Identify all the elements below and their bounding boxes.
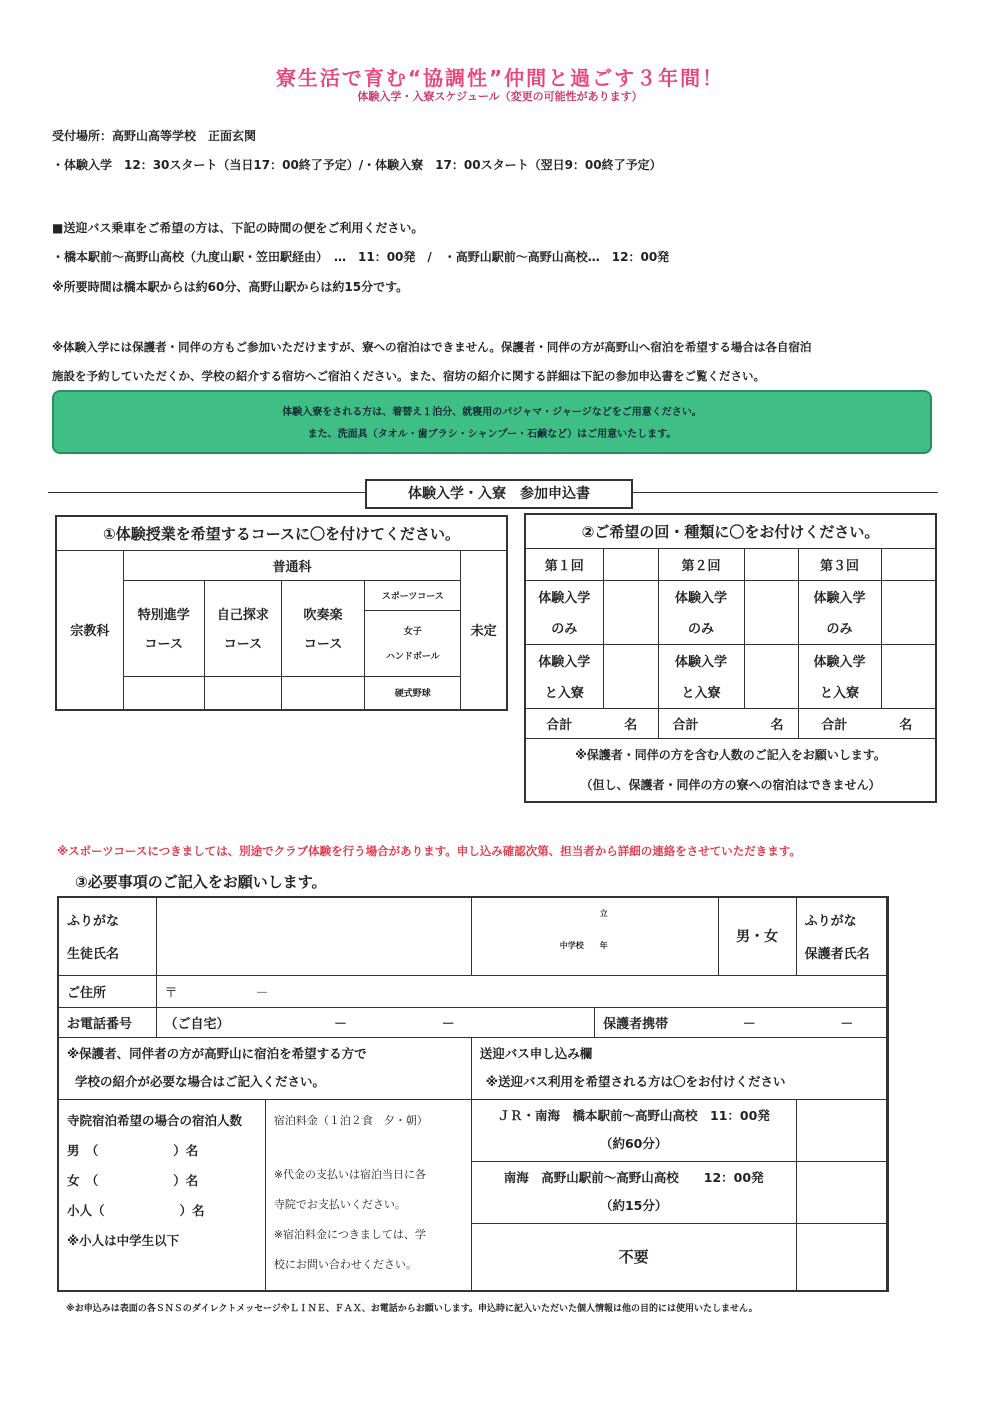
gender-select[interactable]: 男・女 bbox=[718, 897, 796, 975]
home-phone-field[interactable]: （ご自宅） － － bbox=[156, 1007, 595, 1037]
check-session-1[interactable] bbox=[603, 548, 658, 580]
general-label: 普通科 bbox=[123, 550, 461, 580]
bus-not-needed: 不要 bbox=[471, 1223, 796, 1291]
bus-label-cell: 送迎バス申し込み欄 ※送迎バス利用を希望される方は〇をお付けください bbox=[471, 1037, 886, 1099]
guardian-name-label: ふりがな 保護者氏名 bbox=[796, 897, 886, 975]
religion-label: 宗教科 bbox=[56, 550, 123, 710]
check-visit-2[interactable] bbox=[744, 580, 798, 644]
notice-line-2: また、洗面具（タオル・歯ブラシ・シャンプー・石鹸など）はご用意いたします。 bbox=[307, 429, 677, 440]
check-session-3[interactable] bbox=[881, 548, 936, 580]
sports-course: スポーツコース bbox=[365, 580, 461, 610]
option-visit-dorm: 体験入学 と入寮 bbox=[525, 644, 603, 708]
section3-heading: ③必要事項のご記入をお願いします。 bbox=[75, 873, 327, 891]
option-visit-dorm: 体験入学 と入寮 bbox=[798, 644, 881, 708]
option-visit-dorm: 体験入学 と入寮 bbox=[658, 644, 744, 708]
check-dorm-2[interactable] bbox=[744, 644, 798, 708]
check-dorm-1[interactable] bbox=[603, 644, 658, 708]
bus-option-hashimoto: ＪＲ・南海 橋本駅前～高野山高校 11：00発 （約60分） bbox=[471, 1099, 796, 1161]
mobile-phone-field[interactable]: 保護者携帯 － － bbox=[595, 1007, 886, 1037]
section2-heading: ②ご希望の回・種類に〇をお付けください。 bbox=[525, 514, 936, 548]
schedule-info: ・体験入学 12：30スタート（当日17：00終了予定）/・体験入寮 17：00スタート（翌日9：00終了予定） bbox=[52, 158, 662, 172]
notice-line-1: 体験入寮をされる方は、着替え１泊分、就寝用のパジャマ・ジャージなどをご用意ください。 bbox=[282, 407, 702, 418]
total-3[interactable]: 合計 名 bbox=[798, 708, 936, 738]
school-field[interactable]: 立 中学校 年 bbox=[471, 897, 718, 975]
page-subtitle: 体験入学・入寮スケジュール（変更の可能性があります） bbox=[357, 90, 643, 103]
student-name-field[interactable] bbox=[156, 897, 471, 975]
guardian-name-field[interactable] bbox=[886, 897, 888, 975]
option-visit-only: 体験入学 のみ bbox=[798, 580, 881, 644]
course-table bbox=[55, 515, 508, 711]
reception-info: 受付場所：高野山高等学校 正面玄関 bbox=[52, 129, 257, 143]
check-brass[interactable] bbox=[281, 676, 364, 710]
guardian-note-2: 施設を予約していただくか、学校の紹介する宿坊へご宿泊ください。また、宿坊の紹介に関する詳細は下記の参加申込書をご覧ください。 bbox=[52, 369, 765, 383]
check-bus-koyasan[interactable] bbox=[796, 1161, 886, 1223]
option-visit-only: 体験入学 のみ bbox=[658, 580, 744, 644]
session-1: 第１回 bbox=[525, 548, 603, 580]
check-bus-hashimoto[interactable] bbox=[796, 1099, 886, 1161]
check-session-2[interactable] bbox=[744, 548, 798, 580]
explore-course: 自己探求 コース bbox=[204, 580, 281, 676]
women-handball: 女子 ハンドボール bbox=[365, 610, 461, 676]
check-bus-not-needed[interactable] bbox=[796, 1223, 886, 1291]
guardian-note-1: ※体験入学には保護者・同伴の方もご参加いただけますが、寮への宿泊はできません。保護者・同伴の方が高野山へ宿泊を希望する場合は各自宿泊 bbox=[52, 340, 812, 354]
temple-count[interactable]: 寺院宿泊希望の場合の宿泊人数 男 （ ）名 女 （ ）名 小人（ ）名 ※小人は中学生以下 bbox=[58, 1099, 265, 1291]
total-1[interactable]: 合計 名 bbox=[525, 708, 658, 738]
sports-note: ※スポーツコースにつきましては、別途でクラブ体験を行う場合があります。申し込み確認次第、担当者から詳細の連絡をさせていただきます。 bbox=[57, 844, 801, 858]
bus-routes: ・橋本駅前～高野山高校（九度山駅・笠田駅経由） … 11：00発 / ・高野山駅前～高野山高校… 12：00発 bbox=[52, 250, 670, 264]
student-name-label: ふりがな 生徒氏名 bbox=[58, 897, 156, 975]
option-visit-only: 体験入学 のみ bbox=[525, 580, 603, 644]
preparation-notice bbox=[52, 390, 932, 454]
address-label: ご住所 bbox=[58, 975, 156, 1007]
brass-course: 吹奏楽 コース bbox=[281, 580, 364, 676]
check-special[interactable] bbox=[123, 676, 204, 710]
page-title: 寮生活で育む“協調性”仲間と過ごす３年間！ bbox=[275, 66, 725, 90]
section1-heading: ①体験授業を希望するコースに〇を付けてください。 bbox=[56, 516, 507, 550]
bus-time-note: ※所要時間は橋本駅からは約60分、高野山駅からは約15分です。 bbox=[52, 280, 409, 294]
address-field[interactable]: 〒 － bbox=[156, 975, 886, 1007]
applicant-table bbox=[57, 896, 889, 1292]
footer-note: ※お申込みは表面の各ＳＮＳのダイレクトメッセージやＬＩＮＥ、ＦＡＸ、お電話からお願いします。申込時に記入いただいた個人情報は他の目的には使用いたしません。 bbox=[66, 1304, 758, 1314]
check-visit-3[interactable] bbox=[881, 580, 936, 644]
session-note: ※保護者・同伴の方を含む人数のご記入をお願いします。 （但し、保護者・同伴の方の寮への宿泊はできません） bbox=[525, 738, 936, 802]
session-2: 第２回 bbox=[658, 548, 744, 580]
phone-label: お電話番号 bbox=[58, 1007, 156, 1037]
session-table bbox=[524, 513, 937, 803]
check-visit-1[interactable] bbox=[603, 580, 658, 644]
session-3: 第３回 bbox=[798, 548, 881, 580]
undecided-label: 未定 bbox=[461, 550, 507, 710]
stay-note: ※保護者、同伴者の方が高野山に宿泊を希望する方で 学校の紹介が必要な場合はご記入ください。 bbox=[58, 1037, 471, 1099]
fee-info: 宿泊料金（１泊２食 夕・朝） ※代金の支払いは宿泊当日に各 寺院でお支払いください。 ※宿泊料金につきましては、学 校にお問い合わせください。 bbox=[265, 1099, 471, 1291]
check-explore[interactable] bbox=[204, 676, 281, 710]
special-course: 特別進学 コース bbox=[123, 580, 204, 676]
baseball-course[interactable]: 硬式野球 bbox=[365, 676, 461, 710]
bus-option-koyasan: 南海 高野山駅前～高野山高校 12：00発 （約15分） bbox=[471, 1161, 796, 1223]
total-2[interactable]: 合計 名 bbox=[658, 708, 798, 738]
check-dorm-3[interactable] bbox=[881, 644, 936, 708]
form-title: 体験入学・入寮 参加申込書 bbox=[365, 479, 633, 509]
bus-heading: ■送迎バス乗車をご希望の方は、下記の時間の便をご利用ください。 bbox=[52, 221, 424, 235]
